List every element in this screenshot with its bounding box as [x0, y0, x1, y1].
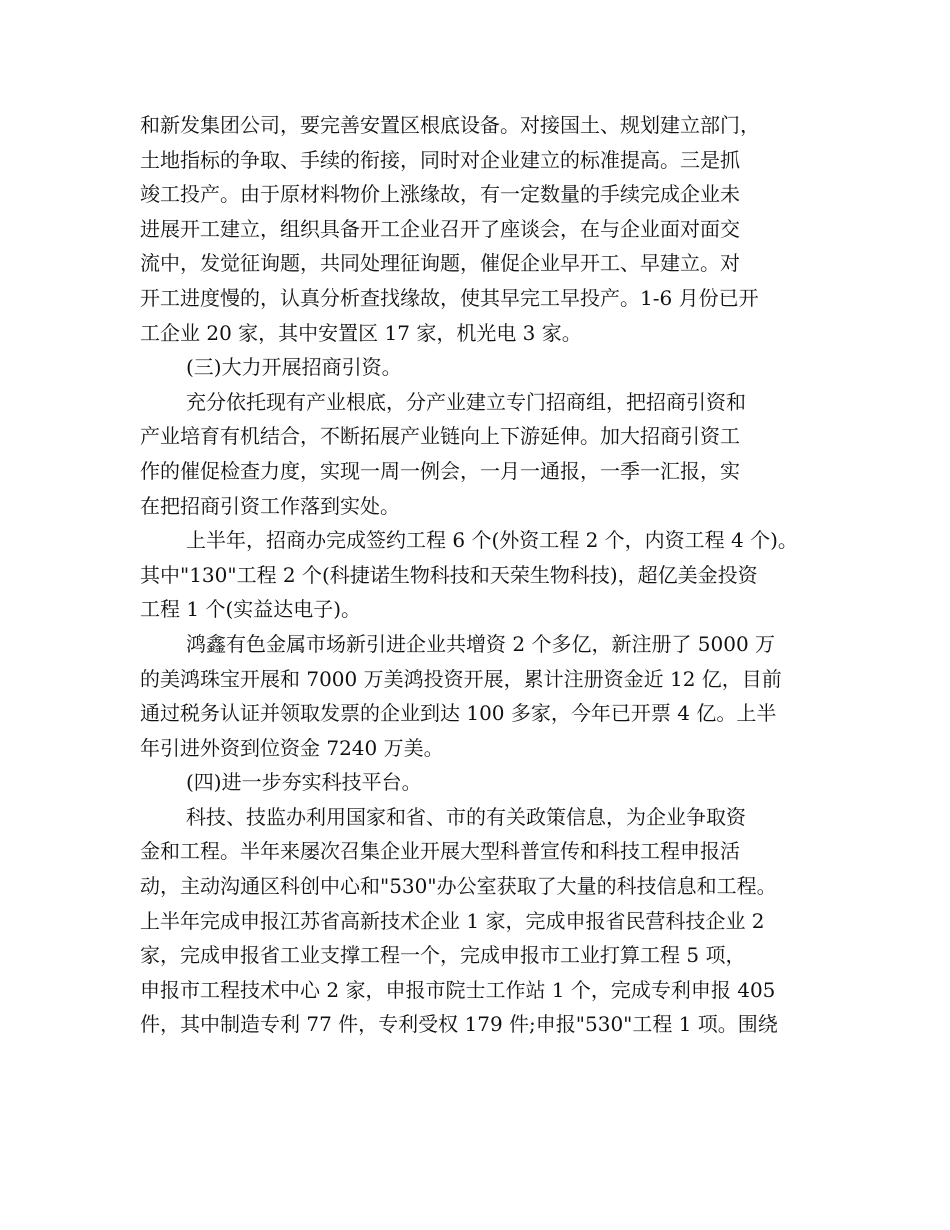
paragraph-first-line: 上半年，招商办完成签约工程 6 个(外资工程 2 个，内资工程 4 个)。: [186, 528, 798, 553]
text-line: 工程 1 个(实益达电子)。: [140, 597, 362, 622]
text-line: 动，主动沟通区科创中心和"530"办公室获取了大量的科技信息和工程。: [140, 874, 777, 899]
section-heading: (三)大力开展招商引资。: [186, 355, 402, 380]
text-line: 上半年完成申报江苏省高新技术企业 1 家，完成申报省民营科技企业 2: [140, 908, 765, 933]
text-line: 竣工投产。由于原材料物价上涨缘故，有一定数量的手续完成企业未: [140, 182, 740, 207]
paragraph-first-line: 充分依托现有产业根底，分产业建立专门招商组，把招商引资和: [186, 389, 746, 414]
text-line: 通过税务认证并领取发票的企业到达 100 多家，今年已开票 4 亿。上半: [140, 701, 777, 726]
text-line: 工企业 20 家，其中安置区 17 家，机光电 3 家。: [140, 320, 582, 345]
text-line: 其中"130"工程 2 个(科捷诺生物科技和天荣生物科技)，超亿美金投资: [140, 562, 758, 587]
document-body: [140, 108, 820, 1042]
text-line: 进展开工建立，组织具备开工企业召开了座谈会，在与企业面对面交: [140, 216, 740, 241]
text-line: 家，完成申报省工业支撑工程一个，完成申报市工业打算工程 5 项，: [140, 943, 746, 968]
text-line: 申报市工程技术中心 2 家，申报市院士工作站 1 个，完成专利申报 405: [140, 977, 776, 1002]
text-line: 和新发集团公司，要完善安置区根底设备。对接国土、规划建立部门，: [140, 113, 760, 137]
text-line: 土地指标的争取、手续的衔接，同时对企业建立的标准提高。三是抓: [140, 147, 740, 172]
text-line: 的美鸿珠宝开展和 7000 万美鸿投资开展，累计注册资金近 12 亿，目前: [140, 666, 782, 691]
paragraph-first-line: 科技、技监办利用国家和省、市的有关政策信息，为企业争取资: [186, 804, 746, 829]
text-line: 年引进外资到位资金 7240 万美。: [140, 735, 444, 760]
text-line: 流中，发觉征询题，共同处理征询题，催促企业早开工、早建立。对: [140, 251, 740, 276]
section-heading: (四)进一步夯实科技平台。: [186, 770, 422, 795]
text-line: 开工进度慢的，认真分析查找缘故，使其早完工早投产。1-6 月份已开: [140, 285, 759, 310]
text-line: 产业培育有机结合，不断拓展产业链向上下游延伸。加大招商引资工: [140, 424, 740, 449]
text-line: 作的催促检查力度，实现一周一例会，一月一通报，一季一汇报，实: [140, 458, 740, 483]
text-line: 金和工程。半年来屡次召集企业开展大型科普宣传和科技工程申报活: [140, 839, 740, 864]
paragraph-first-line: 鸿鑫有色金属市场新引进企业共增资 2 个多亿，新注册了 5000 万: [186, 631, 776, 656]
text-line: 在把招商引资工作落到实处。: [140, 493, 400, 518]
text-line: 件，其中制造专利 77 件，专利受权 179 件;申报"530"工程 1 项。围绕: [140, 1012, 778, 1037]
